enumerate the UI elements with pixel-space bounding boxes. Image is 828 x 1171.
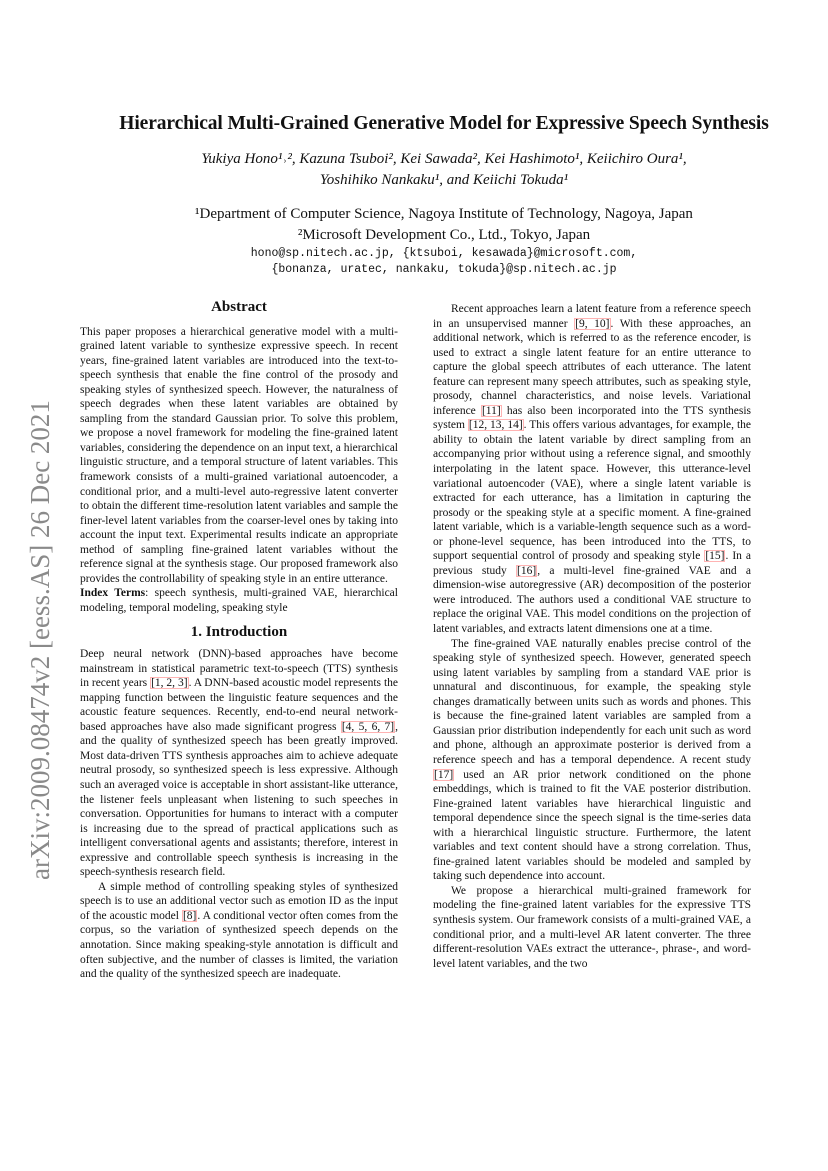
text-run: , and the quality of synthesized speech has been greatly improved. Most data-driven TTS synthesis approaches aim to achieve adequate neutral prosody, so synthesized speech is less expressive. Although such an averaged voice is acceptable in short assistant-like utterance, the listener feels unpleasant when listening to such speeches in conversation. Opportunities for humans to interact with a computer is increasing due to the spread of practical applications such as intelligent conversational agents and assistants; therefore, interest in expressive and controllable speech synthesis is increasing in the speech-synthesis research field. xyxy=(80,720,398,879)
citation-link[interactable]: [8] xyxy=(182,909,197,922)
email-line-2: {bonanza, uratec, nankaku, tokuda}@sp.nitech.ac.jp xyxy=(271,263,617,276)
citation-link[interactable]: [11] xyxy=(481,404,501,417)
text-run: . A DNN-based acoustic model represents the mapping function between the linguistic feature sequences and the acoustic feature sequences. Recently, end-to-end neural network-based approaches have also made significant progress xyxy=(80,677,398,733)
text-run: . A conditional vector often comes from the corpus, so the variation of synthesized speech depends on the annotation. Since making speaking-style annotation is difficult and often subjective, and the number of classes is limited, the variation and the quality of the synthesized speech are inadequate. xyxy=(80,909,398,981)
author-emails xyxy=(110,246,778,278)
author-list xyxy=(110,149,778,191)
email-line-1: hono@sp.nitech.ac.jp, {ktsuboi, kesawada}@microsoft.com, xyxy=(250,247,638,260)
introduction-heading: 1. Introduction xyxy=(190,624,288,641)
intro-paragraph-2 xyxy=(80,880,398,982)
intro-paragraph-5: We propose a hierarchical multi-grained framework for modeling the fine-grained latent variables for the expressive TTS synthesis system. Our framework consists of a multi-grained VAE, a conditional prior, and a multi-level AR latent converter. The three different-resolution VAEs extract the utterance-, phrase-, and word-level latent variables, and the two xyxy=(433,884,751,970)
affiliations xyxy=(110,204,778,246)
text-run: used an AR prior network conditioned on the phone embeddings, which is trained to fit the VAE posterior distribution. Fine-grained latent variables have hierarchical linguistic and temporal dependence since the speech signal is the time-series data with a hierarchical linguistic structure. Furthermore, the latent variables and text content should have a strong correlation. Thus, fine-grained latent variables should be modeled and sampled by taking such dependence into account. xyxy=(433,768,751,883)
left-column xyxy=(80,300,398,982)
right-column xyxy=(433,302,751,971)
text-run: . In a previous study xyxy=(433,550,751,577)
citation-link[interactable]: [16] xyxy=(517,564,537,577)
arxiv-stamp: arXiv:2009.08474v2 [eess.AS] 26 Dec 2021 xyxy=(25,400,55,880)
abstract-text: This paper proposes a hierarchical generative model with a multi-grained latent variable to synthesize expressive speech. In recent years, fine-grained latent variables are introduced into the text-to-speech synthesis that enable the fine control of the prosody and speaking styles of synthesized speech. However, the naturalness of speech degrades when these latent variables are obtained by sampling from the standard Gaussian prior. To solve this problem, we propose a novel framework for modeling the fine-grained latent variables, considering the dependence on an input text, a hierarchical linguistic structure, and a temporal structure of latent variables. This framework consists of a multi-grained variational autoencoder, a conditional prior, and a multi-level auto-regressive latent converter to obtain the different time-resolution latent variables and sample the finer-level latent variables from the coarser-level ones by taking into account the input text. Experimental results indicate an appropriate method of sampling fine-grained latent variables without the reference signal at the synthesis stage. Our proposed framework also provides the controllability of speaking style in an entire utterance. xyxy=(80,325,398,585)
paper-title: Hierarchical Multi-Grained Generative Model for Expressive Speech Synthesis xyxy=(119,113,769,134)
text-run: , a multi-level fine-grained VAE and a dimension-wise autoregressive (AR) decomposition of the posterior were introduced. The authors used a conditional VAE structure to replace the original VAE. This model conditions on the projection of latent variables, and extracts latent dimensions one at a time. xyxy=(433,564,751,636)
intro-paragraph-3 xyxy=(433,302,751,637)
abstract-heading: Abstract xyxy=(211,299,267,315)
intro-paragraph-4 xyxy=(433,637,751,884)
authors-line-1: Yukiya Hono¹˒², Kazuna Tsuboi², Kei Sawada², Kei Hashimoto¹, Keiichiro Oura¹, xyxy=(201,151,687,167)
text-run: Recent approaches learn a latent feature from a reference speech in an unsupervised manner xyxy=(433,303,751,330)
text-run: The fine-grained VAE naturally enables precise control of the speaking style of synthesized speech. However, generated speech using latent variables by sampling from a standard VAE prior is unnatural and discontinuous, for example, the speaking style changes dramatically between units such as words and phones. This is because the fine-grained latent variables are sampled from a Gaussian prior distribution independently for each unit such as word and phone, although an approximate posterior is derived from a reference speech and has a temporal dependence. A recent study xyxy=(433,637,751,766)
text-run: A simple method of controlling speaking styles of synthesized speech is to use an additional vector such as emotion ID as the input of the acoustic model xyxy=(80,880,398,922)
index-terms-label: Index Terms xyxy=(80,587,146,600)
citation-link[interactable]: [4, 5, 6, 7] xyxy=(341,720,395,733)
citation-link[interactable]: [15] xyxy=(705,550,725,563)
text-run: has also been incorporated into the TTS synthesis system xyxy=(433,404,751,432)
text-run: Deep neural network (DNN)-based approaches have become mainstream in statistical parametric text-to-speech (TTS) synthesis in recent years xyxy=(80,648,398,690)
authors-line-2: Yoshihiko Nankaku¹, and Keiichi Tokuda¹ xyxy=(319,172,569,188)
intro-paragraph-1 xyxy=(80,647,398,880)
citation-link[interactable]: [9, 10] xyxy=(575,317,610,330)
text-run: . This offers various advantages, for example, the ability to obtain the latent variable by direct sampling from an accompanying prior without using a reference signal, and smoothly interpolating in the latent space. However, this utterance-level variational autoencoder (VAE), where a single latent variable is extracted for each utterance, has a limitation in capturing the prosody or the speaking style at a specific moment. A fine-grained latent variable, which is a variable-length sequence such as a word- or phone-level sequence, has been introduced into the TTS, to support sequential control of prosody and speaking style xyxy=(433,419,751,563)
text-run: . With these approaches, an additional network, which is referred to as the reference encoder, is used to extract a single latent feature for an entire utterance to capture the global speech attributes of each utterance. The latent feature can represent many speech attributes, such as speaking style, prosody, channel characteristics, and noise levels. Variational inference xyxy=(433,317,751,417)
index-terms-text: : speech synthesis, multi-grained VAE, hierarchical modeling, temporal modeling, speaking style xyxy=(80,587,398,614)
affiliation-2: ²Microsoft Development Co., Ltd., Tokyo, Japan xyxy=(297,227,591,243)
citation-link[interactable]: [17] xyxy=(434,768,454,781)
index-terms xyxy=(80,586,398,615)
citation-link[interactable]: [12, 13, 14] xyxy=(468,419,523,432)
citation-link[interactable]: [1, 2, 3] xyxy=(151,677,188,690)
affiliation-1: ¹Department of Computer Science, Nagoya Institute of Technology, Nagoya, Japan xyxy=(195,206,693,222)
